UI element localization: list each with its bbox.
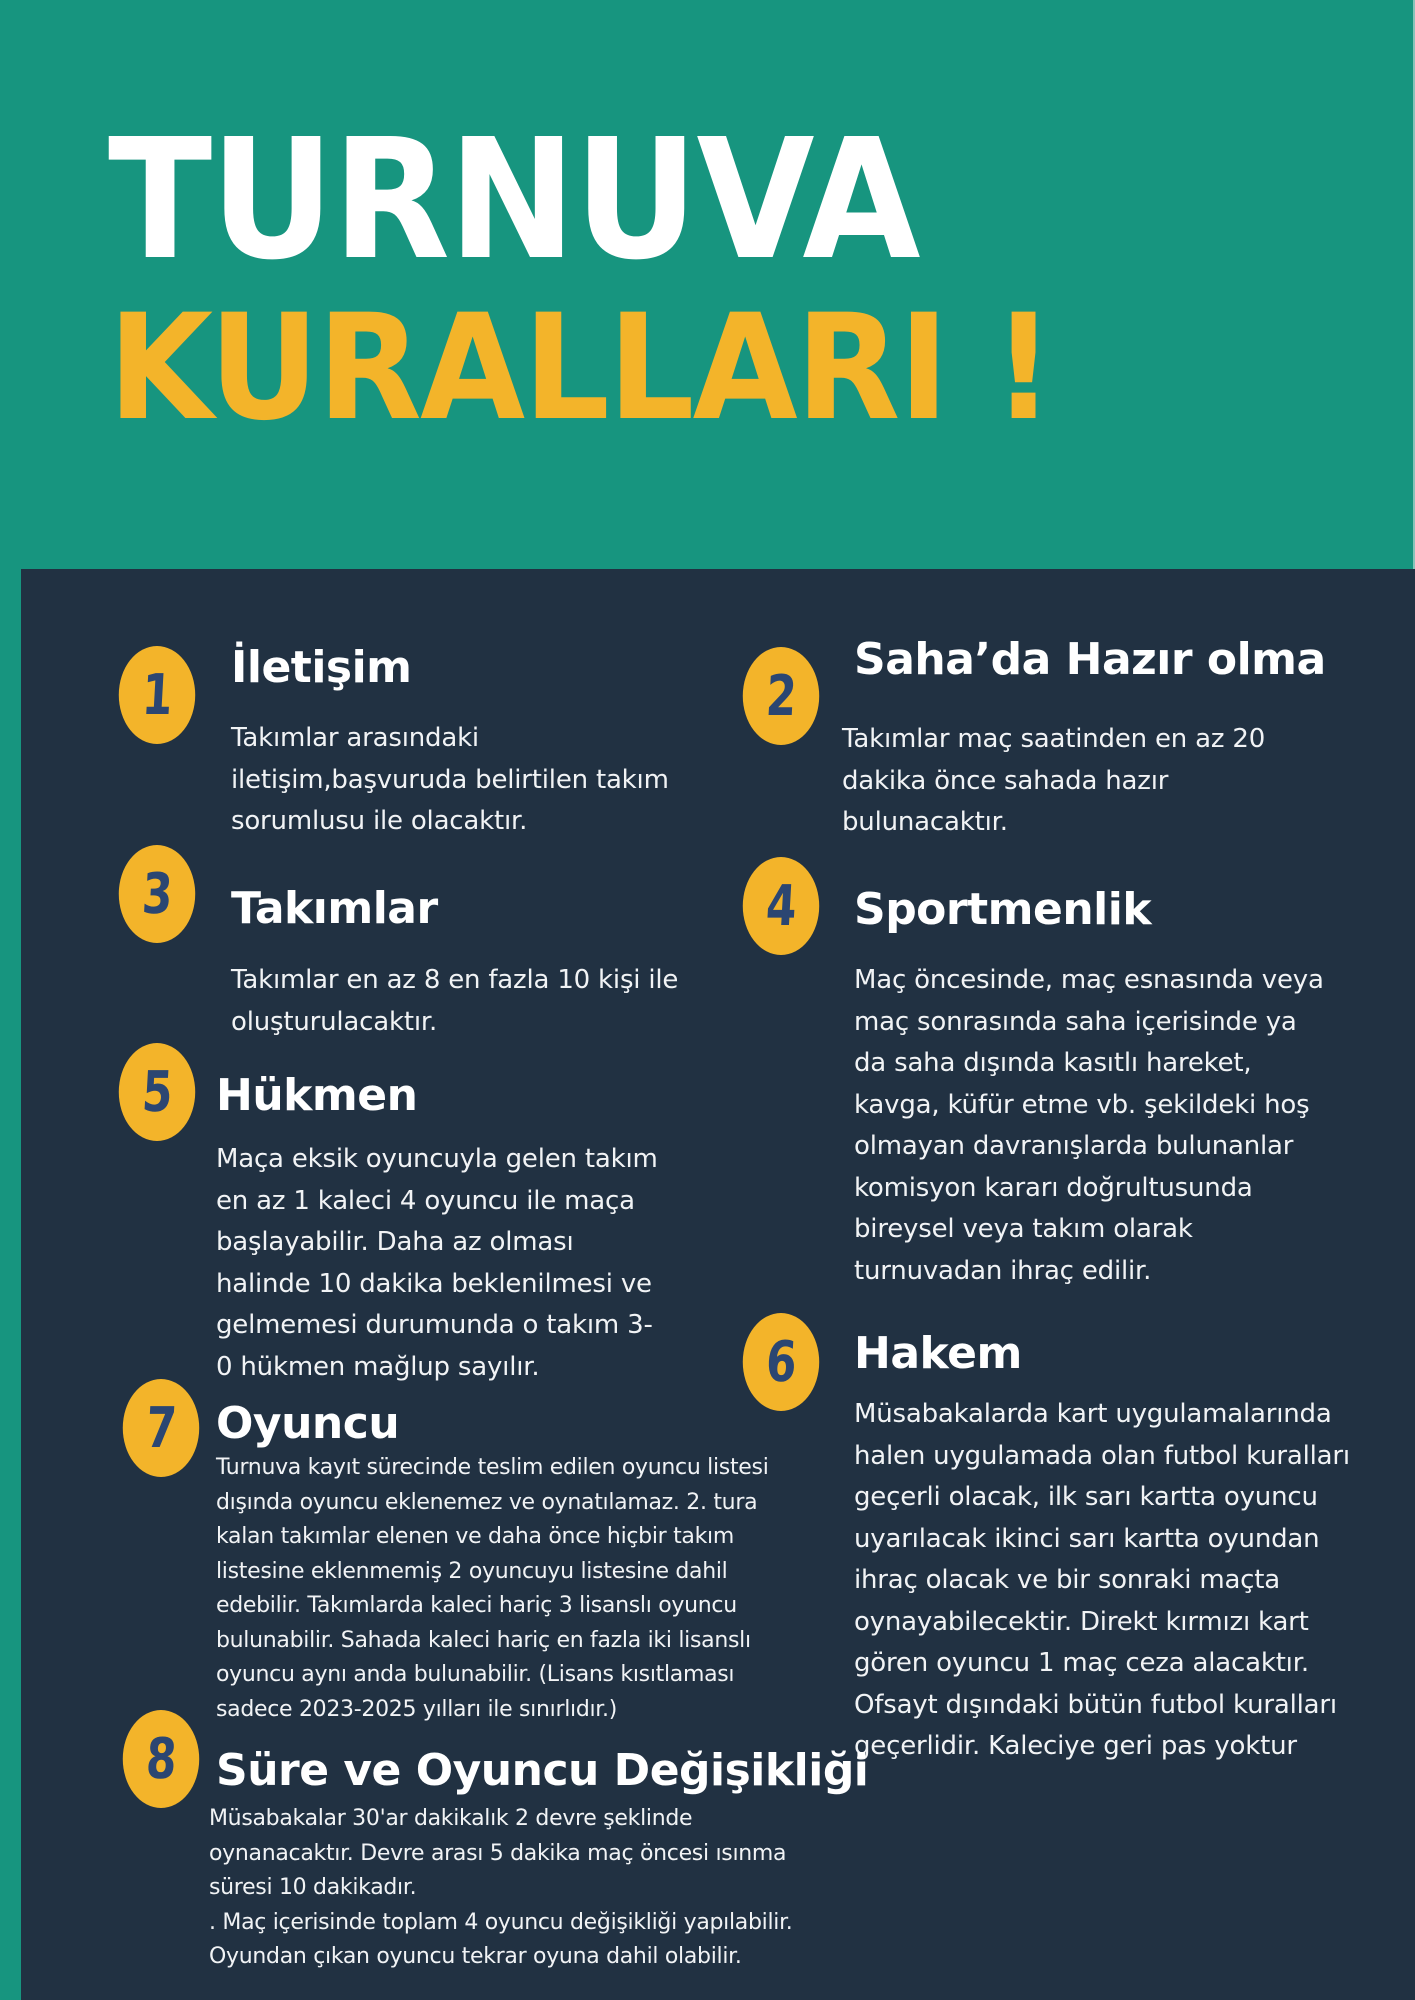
rule-7-text: Turnuva kayıt sürecinde teslim edilen oyuncu listesi dışında oyuncu eklenemez ve oynatılamaz. 2. tura kalan takımlar elenen ve daha önce hiçbir takım listesine eklenmemiş 2 oyuncuyu listesine dahil edebilir. Takımlarda kaleci hariç 3 lisanslı oyuncu bulunabilir. Sahada kaleci hariç en fazla iki lisanslı oyuncu aynı anda bulunabilir. (Lisans kısıtlaması sadece 2023-2025 yılları ile sınırlıdır.) xyxy=(216,1455,769,1722)
rule-1-text: Takımlar arasındaki iletişim,başvuruda belirtilen takım sorumlusu ile olacaktır. xyxy=(231,723,669,836)
number-badge-2 xyxy=(743,647,819,745)
badge-number: 3 xyxy=(140,861,174,927)
number-badge-5 xyxy=(119,1043,195,1141)
rule-3-title: Takımlar xyxy=(231,883,438,934)
number-badge-3 xyxy=(119,845,195,943)
rule-5-text: Maça eksik oyuncuyla gelen takım en az 1 kaleci 4 oyuncu ile maça başlayabilir. Daha az olması halinde 10 dakika beklenilmesi ve gelmemesi durumunda o takım 3- 0 hükmen mağlup sayılır. xyxy=(216,1144,658,1382)
title-line-1: TURNUVA xyxy=(108,104,919,297)
rule-8-text: Müsabakalar 30'ar dakikalık 2 devre şeklinde oynanacaktır. Devre arası 5 dakika maç öncesi ısınma süresi 10 dakikadır. . Maç içerisinde toplam 4 oyuncu değişikliği yapılabilir. Oyundan çıkan oyuncu tekrar oyuna dahil olabilir. xyxy=(209,1806,793,1969)
rule-2-text: Takımlar maç saatinden en az 20 dakika önce sahada hazır bulunacaktır. xyxy=(842,724,1266,837)
rule-1-title: İletişim xyxy=(231,642,412,693)
rule-6-text: Müsabakalarda kart uygulamalarında halen uygulamada olan futbol kuralları geçerli olacak, ilk sarı kartta oyuncu uyarılacak ikinci sarı kartta oyundan ihraç olacak ve bir sonraki maçta oynayabilecektir. Direkt kırmızı kart gören oyuncu 1 maç ceza alacaktır. Ofsayt dışındaki bütün futbol kuralları geçerlidir. Kaleciye geri pas yoktur xyxy=(854,1399,1350,1761)
number-badge-6 xyxy=(743,1313,819,1411)
rule-4-title: Sportmenlik xyxy=(854,884,1152,935)
rule-5-title: Hükmen xyxy=(216,1070,418,1121)
badge-number: 5 xyxy=(140,1059,174,1125)
badge-number: 6 xyxy=(764,1329,798,1395)
rule-2-title: Saha’da Hazır olma xyxy=(854,634,1326,685)
badge-number: 2 xyxy=(764,663,798,729)
rule-8-title: Süre ve Oyuncu Değişikliği xyxy=(216,1745,869,1796)
rule-3-text: Takımlar en az 8 en fazla 10 kişi ile oluşturulacaktır. xyxy=(231,965,679,1037)
number-badge-8 xyxy=(123,1710,199,1808)
badge-number: 1 xyxy=(140,662,174,728)
badge-number: 7 xyxy=(144,1395,178,1461)
number-badge-1 xyxy=(119,646,195,744)
rule-6-title: Hakem xyxy=(854,1328,1022,1379)
title-line-2: KURALLARI ! xyxy=(108,283,1053,453)
number-badge-7 xyxy=(123,1379,199,1477)
rule-7-title: Oyuncu xyxy=(216,1398,400,1449)
badge-number: 4 xyxy=(764,873,798,939)
number-badge-4 xyxy=(743,857,819,955)
badge-number: 8 xyxy=(144,1726,178,1792)
rule-4-text: Maç öncesinde, maç esnasında veya maç sonrasında saha içerisinde ya da saha dışında kasıtlı hareket, kavga, küfür etme vb. şekildeki hoş olmayan davranışlarda bulunanlar komisyon kararı doğrultusunda bireysel veya takım olarak turnuvadan ihraç edilir. xyxy=(854,965,1324,1286)
